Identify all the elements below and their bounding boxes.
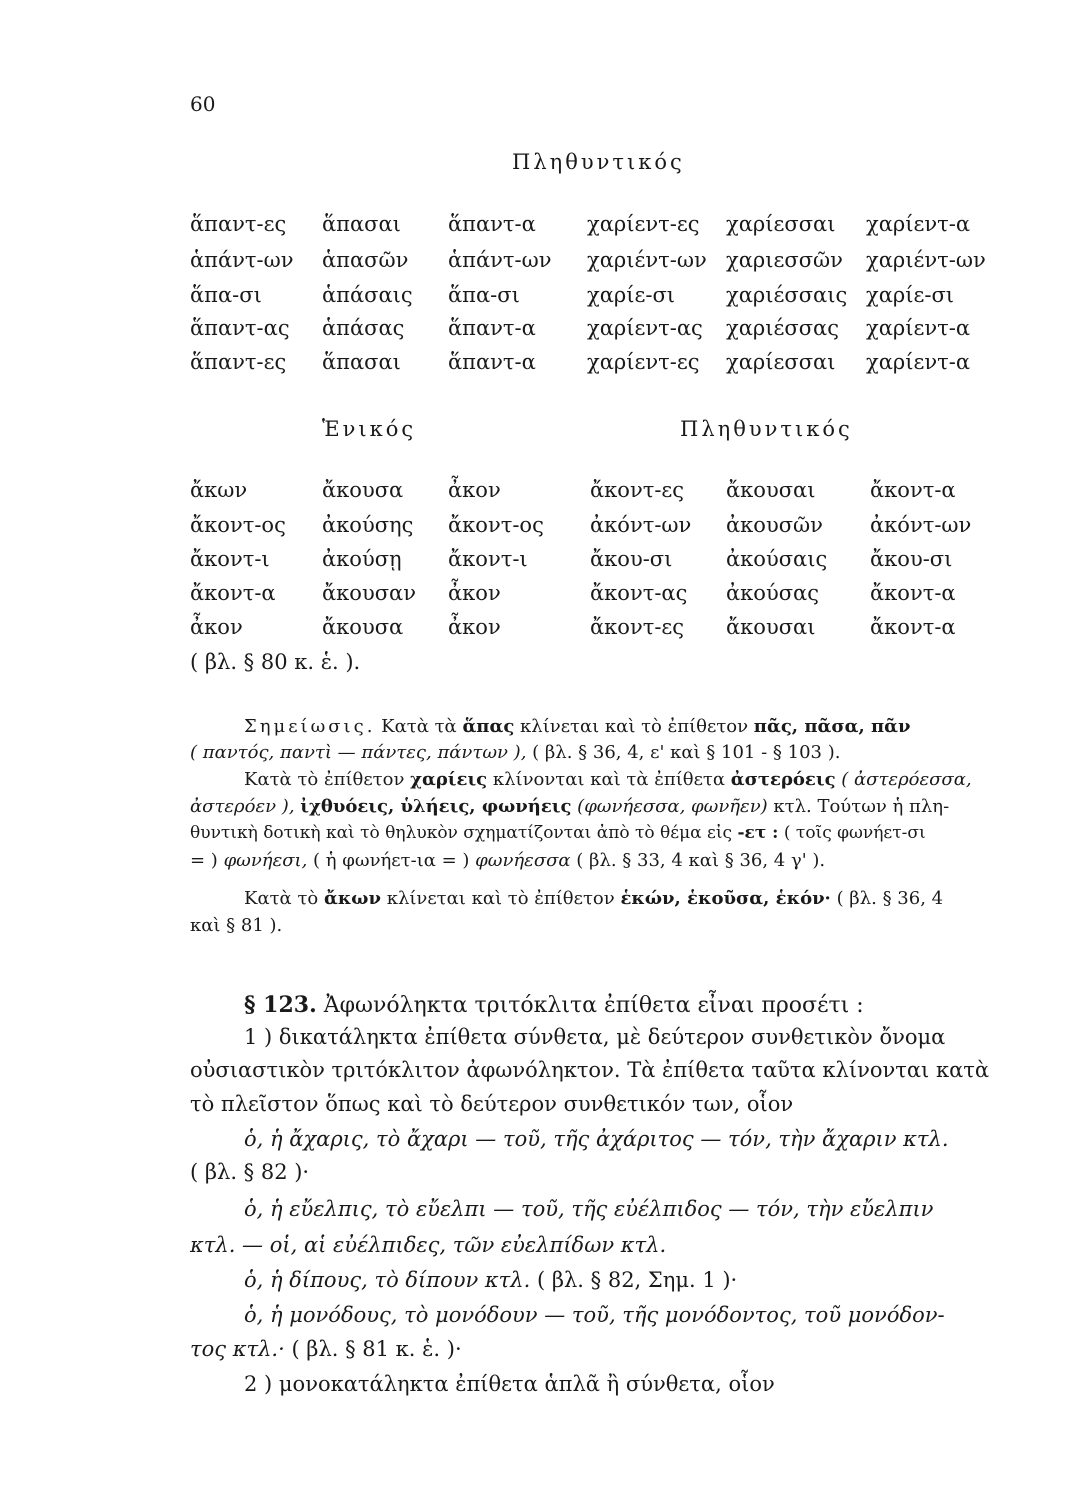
note-italic: φωνήεσι, (223, 850, 308, 871)
note-term: ἄκων (323, 888, 381, 909)
note-term: χαρίεις (410, 769, 488, 790)
note-line (190, 796, 949, 817)
section-line: 2 ) μονοκατάληκτα ἐπίθετα ἁπλᾶ ἢ σύνθετα, οἷον (244, 1372, 775, 1396)
table2-cell: ἀκούσῃ (322, 547, 402, 571)
example-text: τος κτλ.· (190, 1337, 285, 1361)
note-italic: (φωνήεσσα, φωνῆεν) (577, 796, 768, 817)
note-line (244, 716, 911, 737)
example-line: κτλ. — οἱ, αἱ εὐέλπιδες, τῶν εὐελπίδων κτλ. (190, 1233, 667, 1257)
note-italic: ἀστερόεν ), (190, 796, 295, 817)
table2-cell: ἄκοντ-α (190, 581, 276, 605)
note-text: ( βλ. § 36, 4, ε' καὶ § 101 - § 103 ). (532, 742, 841, 763)
section-line: τὸ πλεῖστον ὅπως καὶ τὸ δεύτερον συνθετικόν των, οἷον (190, 1092, 794, 1116)
table2-cell: ἄκοντ-ες (590, 615, 685, 639)
note-label: Σημείωσις. (244, 716, 376, 737)
table1-cell: χαριέσσας (726, 316, 839, 340)
section-line: 1 ) δικατάληκτα ἐπίθετα σύνθετα, μὲ δεύτερον συνθετικὸν ὄνομα (244, 1025, 946, 1049)
table2-cell: ἀκουσῶν (726, 513, 823, 537)
table1-cell: ἅπα-σι (448, 283, 520, 307)
page-number: 60 (190, 92, 216, 116)
table1-cell: χαρίεσσαι (726, 350, 836, 374)
note-text: κλίνεται καὶ τὸ ἐπίθετον (386, 888, 615, 909)
table1-cell: χαριέντ-ων (866, 248, 986, 272)
note-text: ( βλ. § 33, 4 καὶ § 36, 4 γ' ). (576, 850, 826, 871)
table1-cell: ἅπαντ-α (448, 350, 536, 374)
example-line: ὁ, ἡ μονόδους, τὸ μονόδουν — τοῦ, τῆς μονόδοντος, τοῦ μονόδον- (244, 1303, 945, 1327)
note-term: -ετ : (737, 823, 779, 843)
table1-cell: χαρίεντ-ες (587, 350, 700, 374)
table2-heading-singular: Ἑνικός (322, 417, 417, 441)
example-line: ὁ, ἡ ἄχαρις, τὸ ἄχαρι — τοῦ, τῆς ἀχάριτος — τόν, τὴν ἄχαριν κτλ. (244, 1127, 949, 1151)
table2-cell: ἄκοντ-ι (190, 547, 270, 571)
table2-cell: ἀκούσαις (726, 547, 828, 571)
example-line (190, 1337, 462, 1361)
note-text: = ) (190, 850, 218, 871)
example-ref: ( βλ. § 82 )· (190, 1160, 310, 1184)
table2-cell: ἄκουσα (322, 615, 404, 639)
note-text: ( ἡ φωνήετ-ια = ) (313, 850, 470, 871)
table2-cell: ἀκούσης (322, 513, 414, 537)
table1-cell: ἅπασαι (322, 212, 401, 236)
note-text: θυντικὴ δοτικὴ καὶ τὸ θηλυκὸν σχηματίζονται ἀπὸ τὸ θέμα εἰς (190, 823, 733, 843)
table1-heading: Πληθυντικός (512, 150, 685, 174)
table1-cell: χαρίεντ-α (866, 212, 971, 236)
table2-reference: ( βλ. § 80 κ. ἑ. ). (190, 650, 361, 674)
table1-cell: ἅπαντ-α (448, 316, 536, 340)
note-term: ἀστερόεις (730, 769, 836, 790)
table1-cell: ἁπάσαις (322, 283, 413, 307)
table1-cell: ἅπαντ-ες (190, 350, 287, 374)
table1-cell: χαρίεντ-α (866, 316, 971, 340)
table1-cell: χαρίεντ-ας (587, 316, 703, 340)
table2-cell: ἆκον (190, 615, 243, 639)
note-text: ( τοῖς φωνήετ-σι (783, 823, 926, 843)
note-term: ἅπας (462, 716, 515, 737)
table2-cell: ἄκοντ-ος (448, 513, 544, 537)
table2-cell: ἆκον (448, 478, 501, 502)
example-ref: ( βλ. § 81 κ. ἑ. )· (291, 1337, 462, 1361)
example-ref: ( βλ. § 82, Σημ. 1 )· (536, 1268, 738, 1292)
note-text: ( βλ. § 36, 4 (836, 888, 944, 909)
note-line: καὶ § 81 ). (190, 915, 283, 936)
note-text: Κατὰ τὰ (381, 716, 457, 737)
example-line (244, 1268, 737, 1292)
table1-cell: ἅπαντ-ες (190, 212, 287, 236)
note-line (244, 769, 972, 790)
table2-cell: ἆκον (448, 581, 501, 605)
note-line (190, 823, 926, 843)
table1-cell: ἁπάντ-ων (190, 248, 294, 272)
table1-cell: ἅπαντ-ας (190, 316, 290, 340)
table1-cell: χαρίεσσαι (726, 212, 836, 236)
section-number: § 123. (244, 992, 317, 1018)
table2-cell: ἄκοντ-ι (448, 547, 528, 571)
note-line (190, 850, 825, 871)
table1-cell: χαρίε-σι (866, 283, 955, 307)
table1-cell: ἁπάσας (322, 316, 405, 340)
note-text: Κατὰ τὸ (244, 888, 319, 909)
note-term: ἑκών, ἑκοῦσα, ἑκόν· (620, 888, 831, 909)
table2-cell: ἄκουσαν (322, 581, 416, 605)
table2-cell: ἀκόντ-ων (590, 513, 692, 537)
note-term: πᾶς, πᾶσα, πᾶν (753, 716, 911, 737)
note-line (244, 888, 943, 909)
table2-cell: ἄκουσαι (726, 615, 816, 639)
table2-cell: ἄκουσα (322, 478, 404, 502)
section-line: οὐσιαστικὸν τριτόκλιτον ἀφωνόληκτον. Τὰ ἐπίθετα ταῦτα κλίνονται κατὰ (190, 1058, 990, 1082)
table2-cell: ἄκοντ-α (870, 581, 956, 605)
table2-cell: ἄκου-σι (590, 547, 673, 571)
table2-heading-plural: Πληθυντικός (680, 417, 853, 441)
note-italic: ( ἀστερόεσσα, (841, 769, 972, 790)
table2-cell: ἄκοντ-ος (190, 513, 286, 537)
note-text: κλίνονται καὶ τὰ ἐπίθετα (492, 769, 726, 790)
table2-cell: ἀκούσας (726, 581, 819, 605)
table1-cell: χαριέντ-ων (587, 248, 707, 272)
example-text: ὁ, ἡ δίπους, τὸ δίπουν κτλ. (244, 1268, 531, 1292)
table2-cell: ἄκων (190, 478, 248, 502)
example-line: ὁ, ἡ εὔελπις, τὸ εὔελπι — τοῦ, τῆς εὐέλπιδος — τόν, τὴν εὔελπιν (244, 1197, 934, 1221)
note-text: κτλ. Τούτων ἡ πλη- (773, 796, 950, 817)
table1-cell: ἁπάντ-ων (448, 248, 552, 272)
table2-cell: ἀκόντ-ων (870, 513, 972, 537)
table1-cell: ἅπασαι (322, 350, 401, 374)
table1-cell: χαρίεντ-α (866, 350, 971, 374)
table2-cell: ἄκου-σι (870, 547, 953, 571)
table1-cell: ἅπαντ-α (448, 212, 536, 236)
table2-cell: ἄκοντ-ες (590, 478, 685, 502)
table2-cell: ἆκον (448, 615, 501, 639)
note-italic: ( παντός, παντὶ — πάντες, πάντων ), (190, 742, 527, 763)
table1-cell: χαριεσσῶν (726, 248, 843, 272)
section-heading (244, 992, 864, 1018)
table1-cell: χαρίε-σι (587, 283, 676, 307)
table1-cell: ἁπασῶν (322, 248, 409, 272)
table1-cell: ἅπα-σι (190, 283, 262, 307)
table2-cell: ἄκοντ-α (870, 615, 956, 639)
table1-cell: χαριέσσαις (726, 283, 848, 307)
table2-cell: ἄκουσαι (726, 478, 816, 502)
table2-cell: ἄκοντ-ας (590, 581, 688, 605)
note-text: Κατὰ τὸ ἐπίθετον (244, 769, 405, 790)
table2-cell: ἄκοντ-α (870, 478, 956, 502)
note-text: κλίνεται καὶ τὸ ἐπίθετον (520, 716, 749, 737)
note-line (190, 742, 840, 763)
note-italic: φωνήεσσα (475, 850, 571, 871)
table1-cell: χαρίεντ-ες (587, 212, 700, 236)
note-term: ἰχθυόεις, ὑλήεις, φωνήεις (300, 796, 572, 817)
section-title: Ἀφωνόληκτα τριτόκλιτα ἐπίθετα εἶναι προσέτι : (323, 993, 864, 1018)
